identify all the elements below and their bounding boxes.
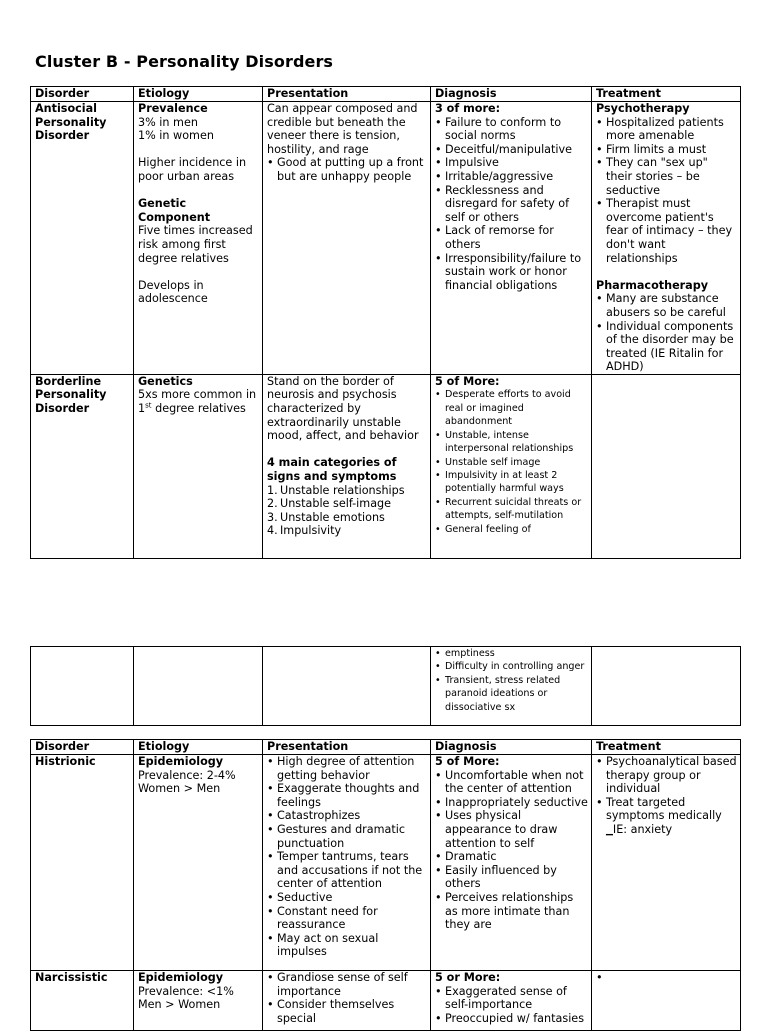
header-etiology: Etiology — [134, 87, 263, 102]
etiology-text: Men > Women — [138, 998, 221, 1012]
list-item: 3. Unstable emotions — [267, 510, 385, 524]
list-item: 2. Unstable self-image — [267, 497, 392, 511]
diagnosis-cell — [431, 755, 592, 971]
treatment-cell — [592, 374, 741, 558]
list-item: • Therapist must overcome patient's fear of intimacy – they don't want relationships — [596, 197, 737, 265]
list-item: 4. Impulsivity — [267, 524, 342, 538]
etiology-heading: Prevalence — [138, 102, 208, 115]
treatment-cell — [592, 971, 741, 1031]
header-row — [31, 740, 741, 755]
document-title: Cluster B - Personality Disorders — [35, 52, 334, 71]
etiology-cell — [134, 755, 263, 971]
presentation-heading: 4 main categories of signs and symptoms — [267, 456, 397, 484]
etiology-heading: Genetic Component — [138, 197, 211, 224]
presentation-cell — [263, 374, 431, 558]
presentation-cell — [263, 647, 431, 726]
list-item: • Deceitful/manipulative — [435, 143, 588, 157]
etiology-cell — [134, 374, 263, 558]
list-item: • Failure to conform to social norms — [435, 116, 588, 143]
table-row-antisocial — [31, 102, 741, 375]
table-row-histrionic — [31, 755, 741, 971]
list-item: • Perceives relationships as more intimate than they are — [435, 891, 588, 932]
header-treatment: Treatment — [592, 740, 741, 755]
disorder-name: Antisocial Personality Disorder — [35, 102, 107, 143]
header-diagnosis: Diagnosis — [431, 87, 592, 102]
list-item: • Uncomfortable when not the center of attention — [435, 769, 588, 796]
treatment-heading: Pharmacotherapy — [596, 278, 709, 292]
etiology-text: Prevalence: 2-4% — [138, 768, 236, 782]
list-item: • Dramatic — [435, 850, 588, 864]
disorders-table-page-2 — [30, 739, 741, 1031]
list-item: • May act on sexual impulses — [267, 932, 427, 959]
list-item: • High degree of attention getting behavior — [267, 755, 427, 782]
header-presentation: Presentation — [263, 740, 431, 755]
list-item: • Hospitalized patients more amenable — [596, 116, 737, 143]
list-item: • Good at putting up a front but are unhappy people — [267, 156, 427, 183]
list-item: • Treat targeted symptoms medically — [596, 796, 737, 823]
etiology-cell — [134, 971, 263, 1031]
diagnosis-heading: 5 of More: — [435, 374, 500, 388]
etiology-heading: Epidemiology — [138, 971, 224, 984]
list-item: • Lack of remorse for others — [435, 224, 588, 251]
disorder-name: Borderline Personality Disorder — [35, 374, 107, 416]
list-item: • Gestures and dramatic punctuation — [267, 823, 427, 850]
list-item: • Individual components of the disorder may be treated (IE Ritalin for ADHD) — [596, 320, 737, 374]
disorders-table-page-1 — [30, 86, 741, 559]
header-presentation: Presentation — [263, 87, 431, 102]
list-item: • Many are substance abusers so be careful — [596, 292, 737, 319]
list-item: • General feeling of — [435, 523, 588, 536]
list-item: • Irresponsibility/failure to sustain work or honor financial obligations — [435, 252, 588, 293]
list-item: • Desperate efforts to avoid real or imagined abandonment — [435, 388, 588, 428]
list-item: • Firm limits a must — [596, 143, 737, 157]
etiology-text: Develops in adolescence — [138, 278, 208, 306]
etiology-text: 5xs more common in 1st degree relatives — [138, 388, 257, 416]
presentation-text: Stand on the border of neurosis and psychosis characterized by extraordinarily unstable mood, affect, and behavior — [267, 374, 419, 443]
list-item: • Psychoanalytical based therapy group or individual — [596, 755, 737, 796]
table-row-narcissistic — [31, 971, 741, 1031]
header-diagnosis: Diagnosis — [431, 740, 592, 755]
diagnosis-heading: 5 of More: — [435, 755, 500, 768]
list-item: • Irritable/aggressive — [435, 170, 588, 184]
header-disorder: Disorder — [31, 87, 134, 102]
presentation-cell — [263, 102, 431, 375]
list-item: • Uses physical appearance to draw attention to self — [435, 809, 588, 850]
etiology-text: Women > Men — [138, 782, 221, 796]
list-item: • Easily influenced by others — [435, 864, 588, 891]
disorder-cell — [31, 647, 134, 726]
list-item: • Impulsivity in at least 2 potentially harmful ways — [435, 469, 588, 496]
list-item: • Unstable self image — [435, 456, 588, 469]
header-row — [31, 87, 741, 102]
diagnosis-cell — [431, 971, 592, 1031]
list-item: • Inappropriately seductive — [435, 796, 588, 810]
list-item: • Grandiose sense of self importance — [267, 971, 427, 998]
header-etiology: Etiology — [134, 740, 263, 755]
sub-list-item: ▁IE: anxiety — [606, 822, 673, 836]
treatment-cell — [592, 102, 741, 375]
list-item: • Impulsive — [435, 156, 588, 170]
table-row-borderline — [31, 374, 741, 558]
etiology-heading: Genetics — [138, 374, 193, 388]
disorder-name: Histrionic — [35, 755, 96, 768]
list-item: • Recurrent suicidal threats or attempts, self-mutilation — [435, 496, 588, 523]
treatment-cell — [592, 647, 741, 726]
etiology-text: Five times increased risk among first degree relatives — [138, 224, 253, 265]
list-item: • Exaggerated sense of self-importance — [435, 985, 588, 1012]
list-item: • Catastrophizes — [267, 809, 427, 823]
header-disorder: Disorder — [31, 740, 134, 755]
etiology-text: Prevalence: <1% — [138, 984, 234, 998]
disorder-cell — [31, 755, 134, 971]
etiology-text: 3% in men — [138, 115, 198, 129]
disorder-cell — [31, 971, 134, 1031]
etiology-cell — [134, 102, 263, 375]
etiology-text: Higher incidence in poor urban areas — [138, 156, 247, 183]
presentation-cell — [263, 755, 431, 971]
etiology-text: 1% in women — [138, 129, 214, 143]
disorder-cell — [31, 374, 134, 558]
presentation-cell — [263, 971, 431, 1031]
list-item: 1. Unstable relationships — [267, 483, 405, 497]
etiology-heading: Epidemiology — [138, 755, 224, 768]
empty-list-item — [596, 971, 737, 985]
list-item: • Consider themselves special — [267, 998, 427, 1025]
treatment-heading: Psychotherapy — [596, 102, 690, 115]
list-item: • Transient, stress related paranoid ideations or dissociative sx — [435, 674, 588, 714]
list-item: • Unstable, intense interpersonal relationships — [435, 429, 588, 456]
table-row-borderline-continued — [31, 647, 741, 726]
diagnosis-heading: 3 of more: — [435, 102, 501, 115]
list-item: • They can "sex up" their stories – be seductive — [596, 156, 737, 197]
list-item: • Temper tantrums, tears and accusations if not the center of attention — [267, 850, 427, 891]
list-item: • Preoccupied w/ fantasies — [435, 1012, 588, 1026]
presentation-text: Can appear composed and credible but beneath the veneer there is tension, hostility, and rage — [267, 102, 418, 156]
list-item: • Seductive — [267, 891, 427, 905]
header-treatment: Treatment — [592, 87, 741, 102]
diagnosis-cell — [431, 647, 592, 726]
disorders-table-continuation — [30, 646, 741, 726]
list-item: • Difficulty in controlling anger — [435, 660, 588, 673]
list-item: • Constant need for reassurance — [267, 905, 427, 932]
diagnosis-cell — [431, 102, 592, 375]
list-item: • Exaggerate thoughts and feelings — [267, 782, 427, 809]
diagnosis-heading: 5 or More: — [435, 971, 501, 984]
etiology-cell — [134, 647, 263, 726]
list-item: • Recklessness and disregard for safety of self or others — [435, 184, 588, 225]
disorder-name: Narcissistic — [35, 971, 108, 984]
list-item-continued: • emptiness — [435, 647, 588, 660]
treatment-cell — [592, 755, 741, 971]
diagnosis-cell — [431, 374, 592, 558]
disorder-cell — [31, 102, 134, 375]
